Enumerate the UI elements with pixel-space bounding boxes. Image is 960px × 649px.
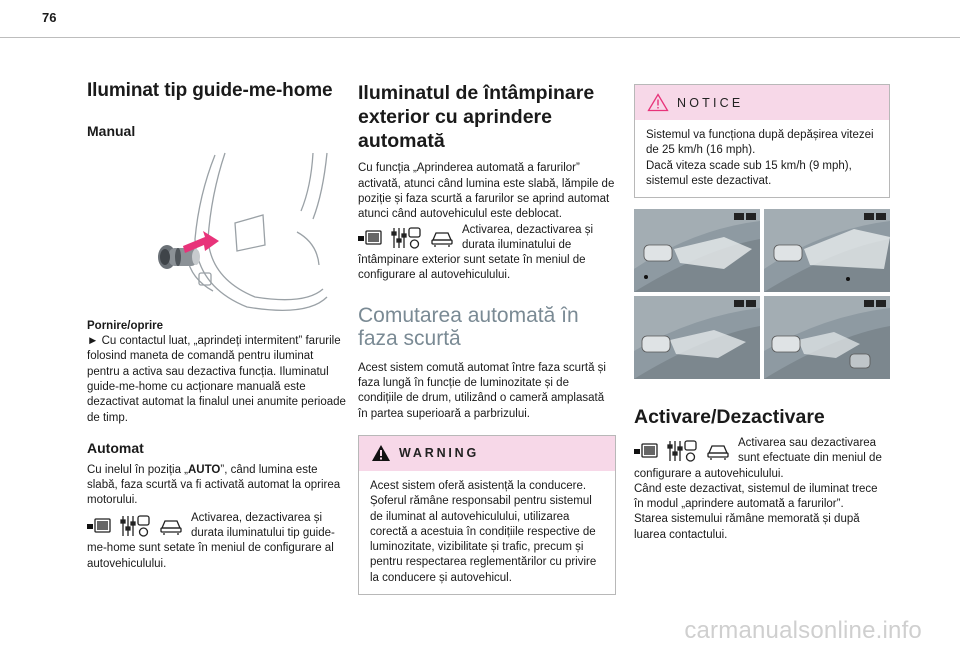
illustration-tile-2: [764, 209, 890, 292]
column-welcome-lighting: [358, 82, 616, 595]
auto-config-text: Activarea, dezactivarea și durata iluminatului tip guide-me-home sunt setate în meniul de configurare al autovehiculului.: [87, 511, 335, 570]
notice-icon: [647, 93, 669, 112]
settings-sliders-icon: [391, 226, 421, 250]
page-number: 76: [42, 10, 57, 25]
warning-text: Acest sistem oferă asistență la conducere. Șoferul rămâne responsabil pentru sistemul de iluminat al autovehiculului, utilizarea corectă a acestuia în condițiile respective de luminozitate, vizibilitate și trafic, precum și pentru respectarea reglementărilor cu privire la conducere și autovehicul.: [370, 479, 597, 584]
notice-box: [634, 84, 890, 198]
welcome-intro: Cu funcția „Aprinderea automată a farurilor” activată, atunci când lumina este slabă, lămpile de poziție și faza scurtă a farurilor se aprind automat atunci când autovehiculul este deblocat.: [358, 162, 615, 221]
touchscreen-icon: [87, 516, 111, 536]
section-title-auto-dipped-beam: Comutarea automată în faza scurtă: [358, 303, 579, 351]
touchscreen-icon: [358, 228, 382, 248]
settings-sliders-icon: [120, 514, 150, 538]
auto-text: Cu inelul în poziția „AUTO”, când lumina este slabă, faza scurtă va fi activată automat la oprirea motorului.: [87, 463, 341, 507]
warning-icon: [371, 444, 391, 462]
activation-text-2: Când este dezactivat, sistemul de iluminat trece în modul „aprindere automată a farurilor”.: [634, 482, 878, 511]
section-title-welcome-lighting: Iluminatul de întâmpinare exterior cu aprindere automată: [358, 82, 595, 152]
activation-text-3: Starea sistemului rămâne memorată și după luarea contactului.: [634, 513, 860, 541]
column-guide-me-home: [87, 80, 347, 572]
activation-config-text: Activarea sau dezactivarea sunt efectuate din meniul de configurare a autovehiculului.: [634, 436, 882, 480]
config-icons: [634, 438, 730, 464]
column-activation: [634, 84, 890, 543]
car-icon: [430, 229, 454, 247]
watermark: carmanualsonline.info: [684, 617, 922, 644]
car-icon: [706, 442, 730, 460]
steering-stalk-illustration: [87, 147, 347, 317]
notice-header: [635, 85, 889, 120]
illustration-tile-4: [764, 296, 890, 379]
section-title-activation: Activare/Dezactivare: [634, 406, 825, 429]
auto-heading: Automat: [87, 439, 144, 456]
notice-title: NOTICE: [677, 95, 744, 110]
illustration-tile-3: [634, 296, 760, 379]
auto-dipped-beam-text: Acest sistem comută automat între faza scurtă și faza lungă în funcție de luminozitate și de condițiile de drum, utilizând o cameră amplasată în partea superioară a parbrizului.: [358, 361, 606, 420]
notice-text-1: Sistemul va funcționa după depășirea vitezei de 25 km/h (16 mph).: [646, 129, 874, 157]
warning-header: [359, 436, 615, 471]
config-icons: [358, 225, 454, 251]
headlight-illustration-grid: [634, 209, 890, 379]
manual-heading: Manual: [87, 122, 136, 139]
config-icons: [87, 513, 183, 539]
settings-sliders-icon: [667, 439, 697, 463]
header-rule: [0, 37, 960, 38]
touchscreen-icon: [634, 441, 658, 461]
warning-box: [358, 435, 616, 595]
on-off-text: ► Cu contactul luat, „aprindeți intermitent” farurile folosind maneta de comandă pentru iluminat pentru a activa sau dezactiva funcția. Iluminatul guide-me-home cu acționare manuală este dezactivat automat la finalul unei anumite perioade de timp.: [87, 335, 346, 424]
car-icon: [159, 517, 183, 535]
on-off-label: Pornire/oprire: [87, 319, 164, 332]
section-title-guide-me-home: Iluminat tip guide-me-home: [87, 80, 333, 101]
illustration-tile-1: [634, 209, 760, 292]
welcome-config-text: Activarea, dezactivarea și durata iluminatului de întâmpinare exterior sunt setate în meniul de configurare al autovehiculului.: [358, 223, 594, 282]
notice-text-2: Dacă viteza scade sub 15 km/h (9 mph), sistemul este dezactivat.: [646, 159, 852, 187]
warning-title: WARNING: [399, 446, 480, 461]
